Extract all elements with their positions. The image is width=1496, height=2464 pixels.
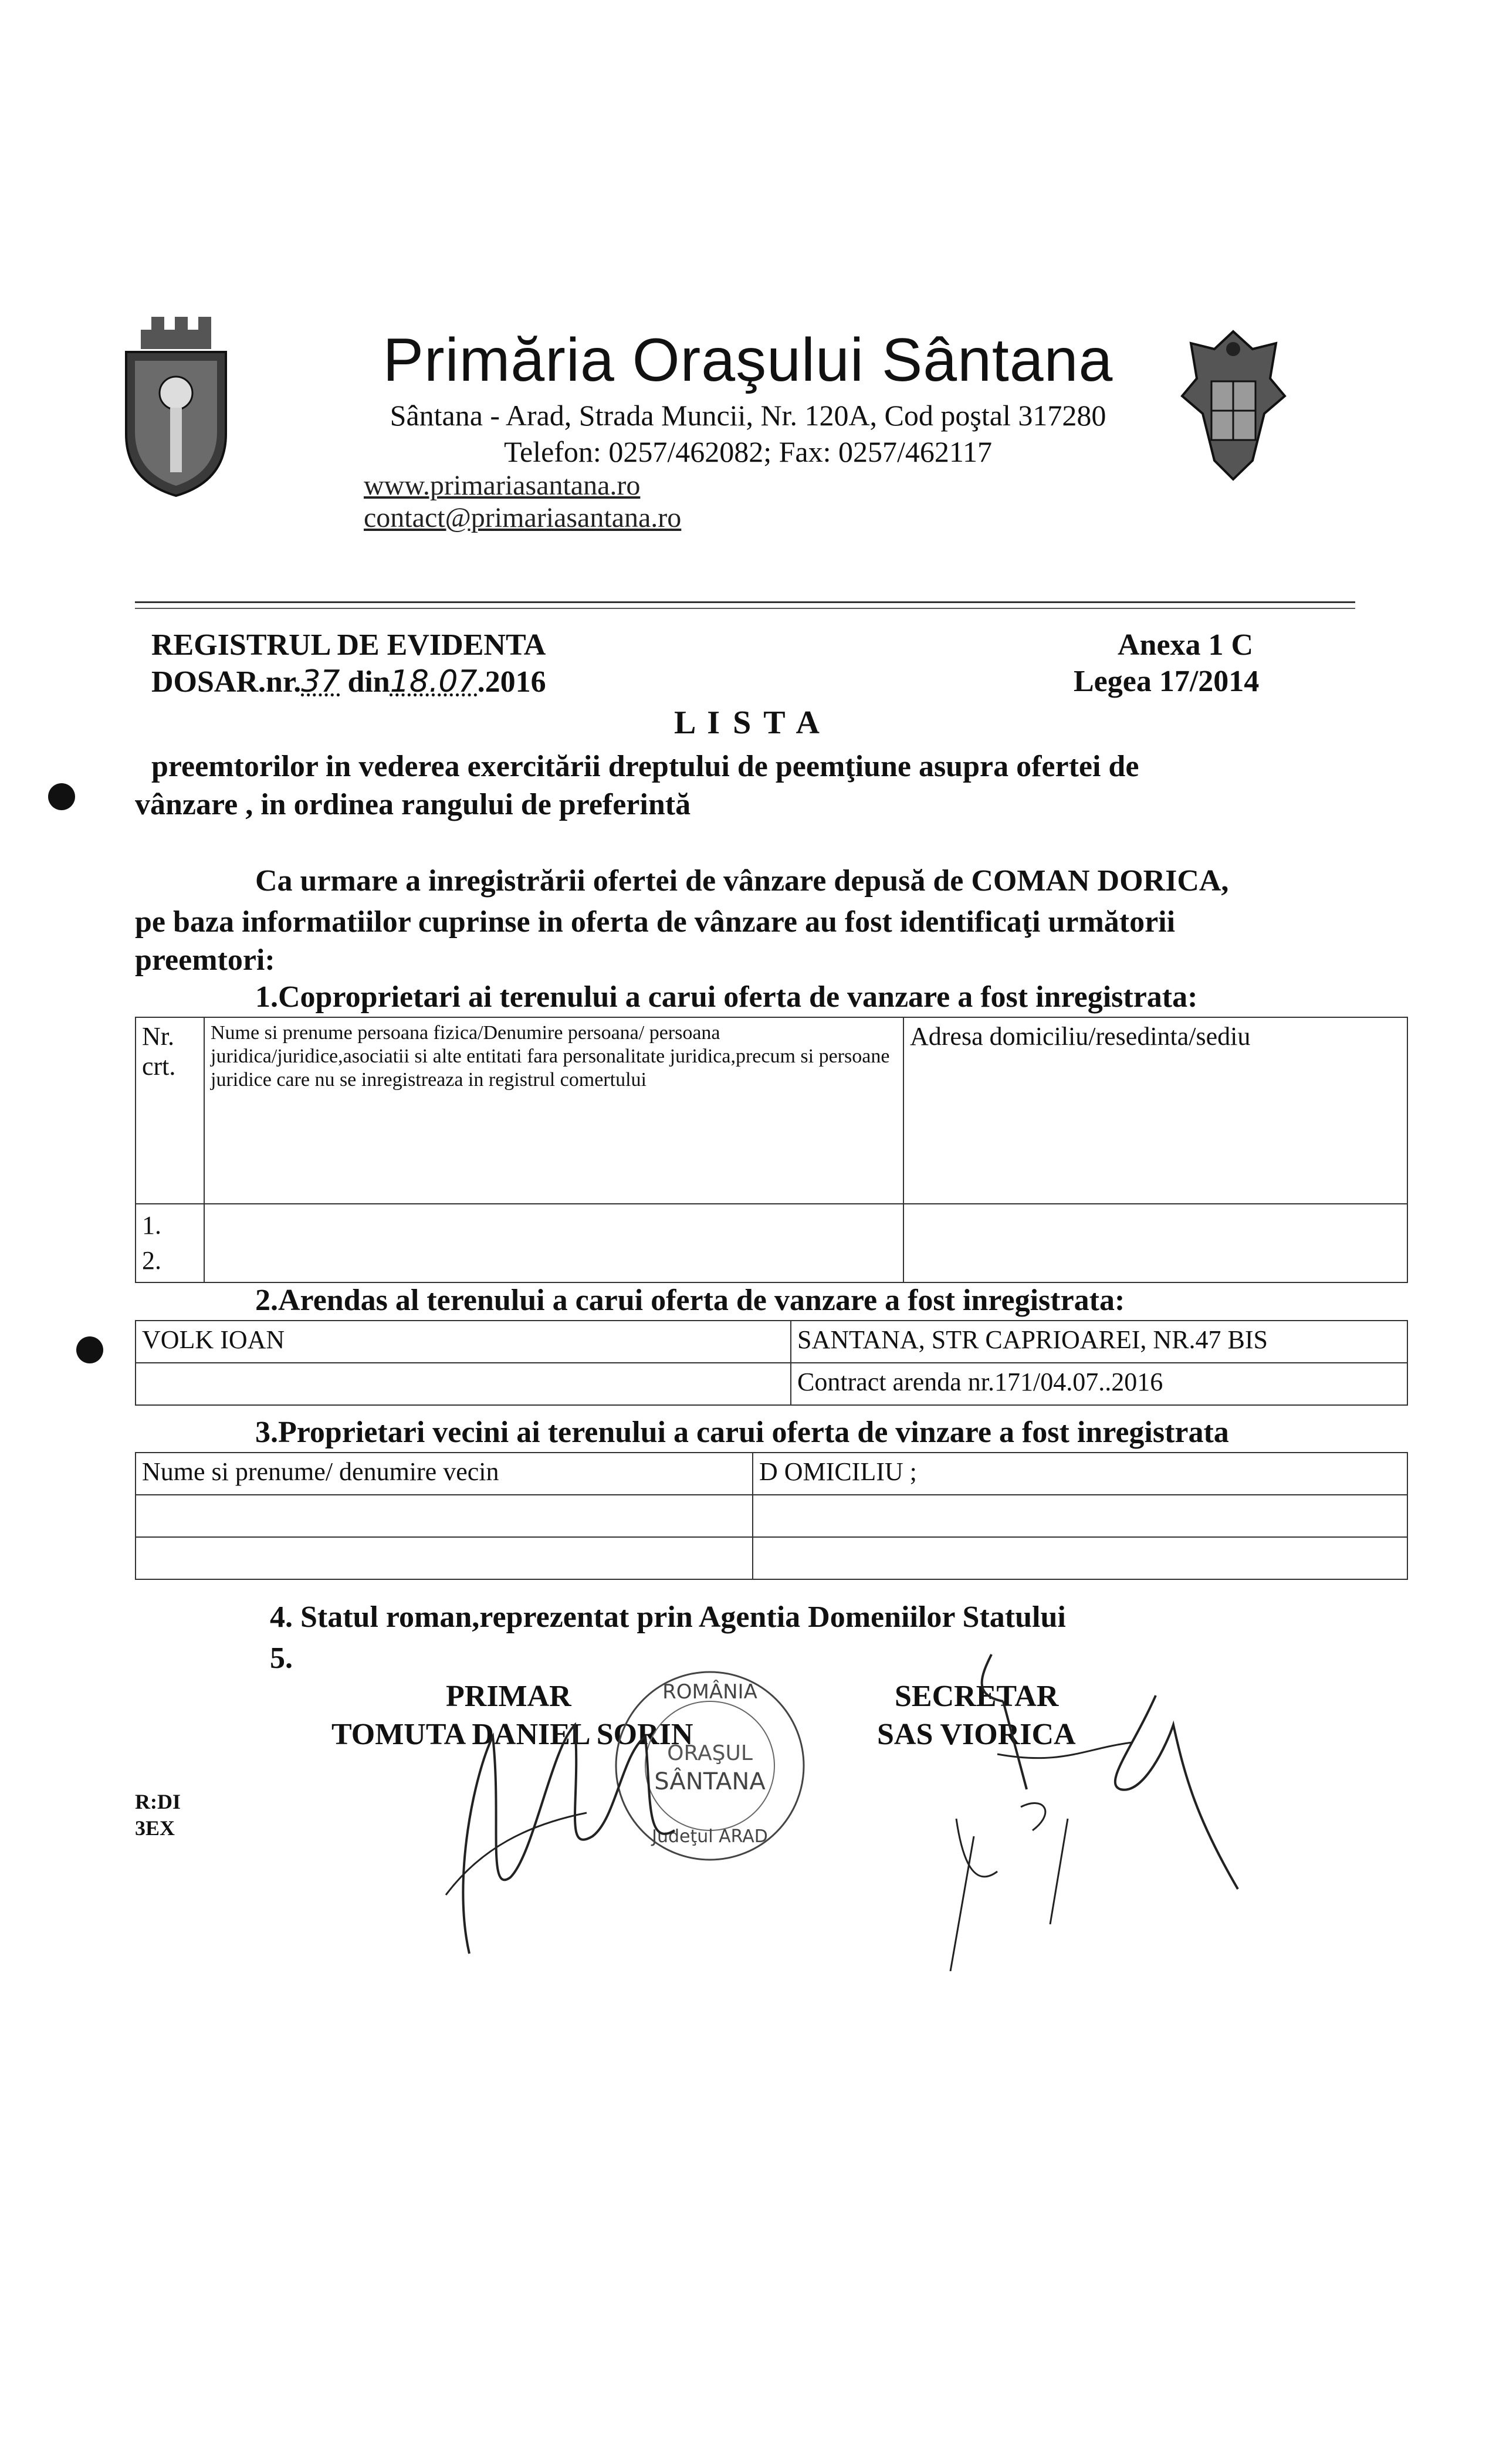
section3-table <box>135 1452 1408 1580</box>
neighbor-row-empty <box>753 1495 1407 1537</box>
item-5: 5. <box>270 1641 293 1675</box>
name-cell <box>204 1204 903 1282</box>
romania-coat-of-arms-icon <box>1179 326 1288 484</box>
intro-line-3: preemtori: <box>135 943 275 977</box>
dosar-number: 37 <box>301 664 340 699</box>
neighbor-address-header: D OMICILIU ; <box>753 1453 1407 1495</box>
section1-heading: 1.Coproprietari ai terenului a carui oferta de vanzare a fost inregistrata: <box>255 980 1198 1014</box>
intro-line-1: Ca urmare a inregistrării ofertei de vânzare depusă de COMAN DORICA, <box>255 864 1229 898</box>
dosar-din: din <box>340 665 390 699</box>
annex-label: Anexa 1 C <box>1118 628 1254 662</box>
institution-links <box>364 469 1068 534</box>
address-cell <box>903 1204 1407 1282</box>
header-divider-bottom <box>135 608 1355 609</box>
tenant-address: SANTANA, STR CAPRIOAREI, NR.47 BIS <box>791 1321 1407 1363</box>
website-link[interactable]: www.primariasantana.ro <box>364 470 641 501</box>
section1-table <box>135 1017 1408 1283</box>
neighbor-row-empty <box>136 1537 753 1579</box>
secretar-signature <box>909 1643 1250 1971</box>
tenant-empty-cell <box>136 1363 791 1405</box>
name-header: Nume si prenume persoana fizica/Denumire persoana/ persoana juridica/juridice,asociatii si alte entitati fara personalitate juridica,precum si persoane juridice care nu se inregistreaza in registrul comertului <box>204 1017 903 1204</box>
neighbor-row-empty <box>753 1537 1407 1579</box>
document-subtitle-2: vânzare , in ordinea rangului de preferintă <box>135 788 691 821</box>
tenant-name: VOLK IOAN <box>136 1321 791 1363</box>
item-4: 4. Statul roman,reprezentat prin Agentia Domeniilor Statului <box>270 1600 1066 1634</box>
stamp-middle-2: SÂNTANA <box>654 1768 766 1795</box>
institution-title: Primăria Oraşului Sântana <box>383 326 1113 394</box>
dosar-prefix: DOSAR.nr. <box>151 665 302 699</box>
stamp-middle-1: ORAŞUL <box>667 1741 753 1765</box>
footer-code-2: 3EX <box>135 1816 175 1840</box>
tenant-contract: Contract arenda nr.171/04.07..2016 <box>791 1363 1407 1405</box>
nr-crt-header: Nr. crt. <box>136 1017 204 1204</box>
institution-address: Sântana - Arad, Strada Muncii, Nr. 120A, Cod poştal 317280 <box>390 399 1106 432</box>
punch-hole-icon <box>48 783 75 810</box>
stamp-bottom-text: Judeţul ARAD <box>652 1826 768 1847</box>
punch-hole-icon <box>76 1336 103 1363</box>
document-title: L I S T A <box>674 705 822 741</box>
section2-heading: 2.Arendas al terenului a carui oferta de vanzare a fost inregistrata: <box>255 1284 1125 1317</box>
dosar-year: .2016 <box>477 665 546 699</box>
primar-signature <box>399 1701 763 1959</box>
neighbor-name-header: Nume si prenume/ denumire vecin <box>136 1453 753 1495</box>
law-label: Legea 17/2014 <box>1074 665 1260 698</box>
header-divider-top <box>135 601 1355 603</box>
primar-name: TOMUTA DANIEL SORIN <box>331 1718 693 1751</box>
footer-code-1: R:DI <box>135 1790 181 1813</box>
section3-heading: 3.Proprietari vecini ai terenului a carui oferta de vinzare a fost inregistrata <box>255 1416 1229 1449</box>
email-link[interactable]: contact@primariasantana.ro <box>364 502 682 533</box>
secretar-title: SECRETAR <box>895 1680 1059 1713</box>
table-row-numbers <box>136 1204 204 1282</box>
dosar-date: 18.07 <box>390 664 478 699</box>
dosar-line <box>151 663 546 701</box>
intro-line-2: pe baza informatiilor cuprinse in oferta de vânzare au fost identificaţi următorii <box>135 905 1176 939</box>
primar-title: PRIMAR <box>446 1680 571 1713</box>
institution-phone-fax: Telefon: 0257/462082; Fax: 0257/462117 <box>503 435 993 468</box>
section2-table <box>135 1320 1408 1406</box>
document-subtitle-1: preemtorilor in vederea exercitării dreptului de peemţiune asupra ofertei de <box>151 750 1139 783</box>
neighbor-row-empty <box>136 1495 753 1537</box>
address-header: Adresa domiciliu/resedinta/sediu <box>903 1017 1407 1204</box>
stamp-top-text: ROMÂNIA <box>662 1680 757 1704</box>
secretar-name: SAS VIORICA <box>877 1718 1076 1751</box>
row-number-2: 2. <box>142 1246 161 1275</box>
registry-title: REGISTRUL DE EVIDENTA <box>151 628 546 662</box>
row-number-1: 1. <box>142 1211 161 1240</box>
